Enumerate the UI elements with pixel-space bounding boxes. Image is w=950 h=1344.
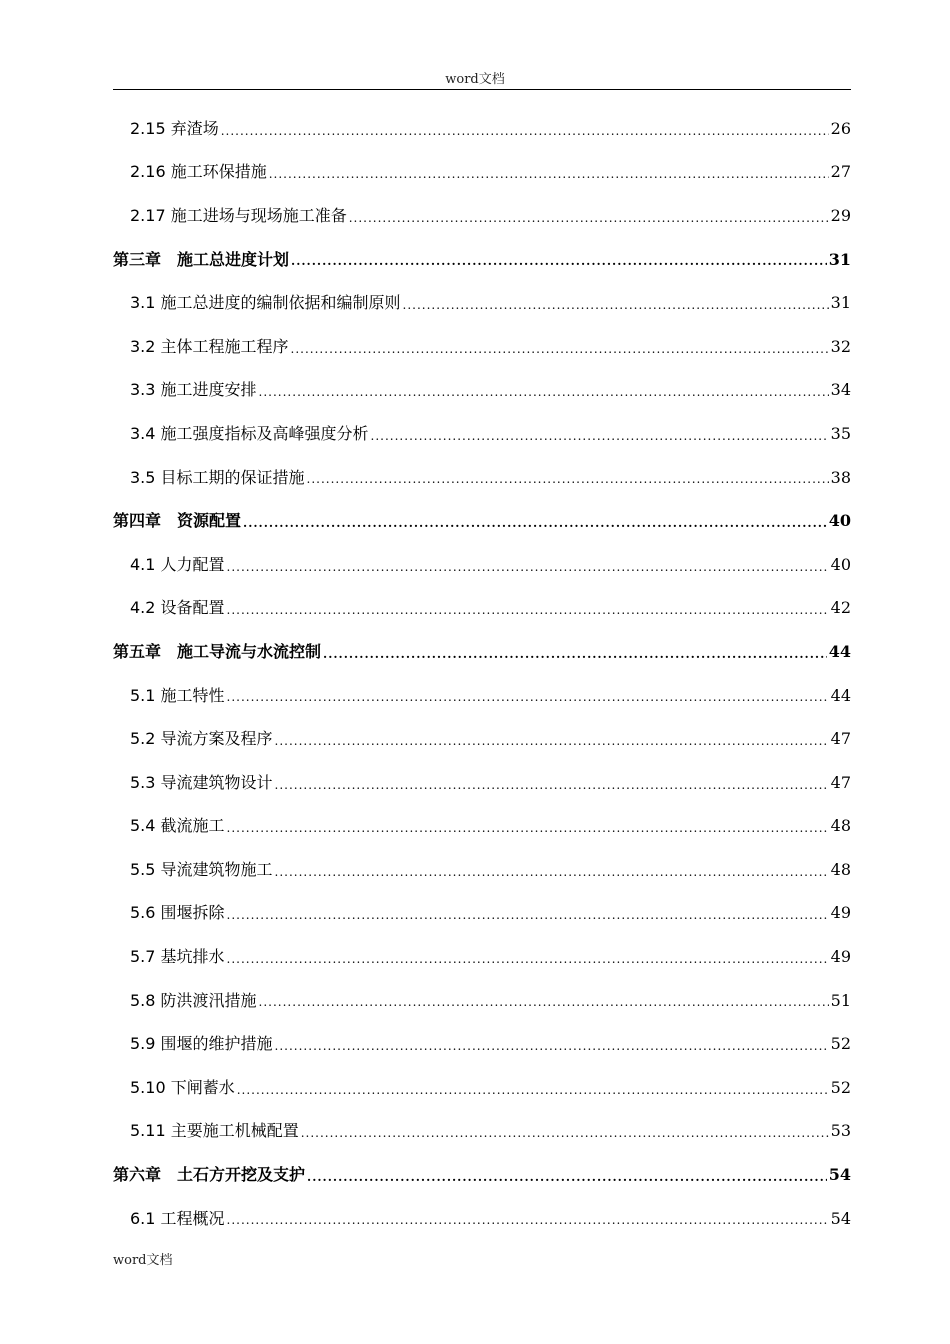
toc-page-number: 38 [830,467,851,487]
toc-page-number: 32 [830,336,851,356]
toc-page-number: 49 [830,903,851,923]
toc-entry-label: 第五章 施工导流与水流控制 [113,641,322,661]
toc-section-entry[interactable] [113,107,851,151]
toc-entry-label: 5.2 导流方案及程序 [130,729,273,749]
toc-chapter-entry[interactable] [113,238,851,282]
toc-page-number: 40 [830,554,851,574]
toc-page-number: 26 [830,118,851,138]
toc-dot-leader [307,472,829,499]
toc-dot-leader [291,342,829,369]
toc-section-entry[interactable] [113,543,851,587]
toc-section-entry[interactable] [113,587,851,631]
toc-dot-leader [301,1126,829,1153]
toc-dot-leader [227,603,829,630]
toc-section-entry[interactable] [113,1197,851,1241]
toc-dot-leader [275,734,829,761]
toc-page-number: 31 [830,293,851,313]
toc-entry-label: 6.1 工程概况 [130,1208,225,1228]
toc-entry-label: 2.17 施工进场与现场施工准备 [130,205,347,225]
toc-section-entry[interactable] [113,674,851,718]
toc-section-entry[interactable] [113,325,851,369]
toc-dot-leader [323,647,827,674]
toc-page-number: 52 [830,1034,851,1054]
toc-entry-label: 4.1 人力配置 [130,554,225,574]
toc-section-entry[interactable] [113,979,851,1023]
toc-page-number: 47 [830,729,851,749]
toc-page-number: 47 [830,772,851,792]
toc-chapter-entry[interactable] [113,1153,851,1197]
toc-entry-label: 3.4 施工强度指标及高峰强度分析 [130,423,369,443]
toc-section-entry[interactable] [113,369,851,413]
toc-dot-leader [269,167,829,194]
toc-page-number: 53 [830,1121,851,1141]
toc-entry-label: 5.1 施工特性 [130,685,225,705]
toc-section-entry[interactable] [113,761,851,805]
toc-entry-label: 第四章 资源配置 [113,511,242,531]
toc-entry-label: 3.1 施工总进度的编制依据和编制原则 [130,293,401,313]
table-of-contents [113,107,851,1240]
toc-entry-label: 4.2 设备配置 [130,598,225,618]
toc-page-number: 44 [830,685,851,705]
toc-entry-label: 3.5 目标工期的保证措施 [130,467,305,487]
toc-dot-leader [259,995,829,1022]
toc-entry-label: 3.2 主体工程施工程序 [130,336,289,356]
toc-dot-leader [275,1039,829,1066]
toc-section-entry[interactable] [113,805,851,849]
toc-section-entry[interactable] [113,717,851,761]
toc-page-number: 44 [828,641,851,661]
toc-entry-label: 5.7 基坑排水 [130,947,225,967]
toc-entry-label: 5.3 导流建筑物设计 [130,772,273,792]
toc-page-number: 48 [830,816,851,836]
toc-dot-leader [349,211,829,238]
header-divider [113,89,851,90]
toc-entry-label: 5.5 导流建筑物施工 [130,859,273,879]
toc-page-number: 27 [830,162,851,182]
toc-section-entry[interactable] [113,412,851,456]
toc-entry-label: 3.3 施工进度安排 [130,380,257,400]
toc-dot-leader [275,778,829,805]
toc-section-entry[interactable] [113,194,851,238]
toc-page-number: 48 [830,859,851,879]
toc-section-entry[interactable] [113,1110,851,1154]
toc-page-number: 52 [830,1077,851,1097]
toc-entry-label: 5.4 截流施工 [130,816,225,836]
toc-dot-leader [227,821,829,848]
toc-section-entry[interactable] [113,1022,851,1066]
toc-dot-leader [227,690,829,717]
toc-dot-leader [227,560,829,587]
toc-entry-label: 2.16 施工环保措施 [130,162,267,182]
toc-entry-label: 5.6 围堰拆除 [130,903,225,923]
toc-dot-leader [259,385,829,412]
toc-section-entry[interactable] [113,456,851,500]
toc-page-number: 54 [828,1165,851,1185]
toc-section-entry[interactable] [113,281,851,325]
toc-dot-leader [275,865,829,892]
toc-page-number: 51 [830,990,851,1010]
toc-page-number: 29 [830,205,851,225]
toc-dot-leader [371,429,829,456]
toc-section-entry[interactable] [113,151,851,195]
toc-page-number: 35 [830,423,851,443]
toc-dot-leader [403,298,829,325]
toc-entry-label: 2.15 弃渣场 [130,118,219,138]
toc-chapter-entry[interactable] [113,499,851,543]
toc-page-number: 31 [828,249,851,269]
toc-page-number: 42 [830,598,851,618]
toc-entry-label: 第六章 土石方开挖及支护 [113,1165,306,1185]
toc-entry-label: 5.8 防洪渡汛措施 [130,990,257,1010]
toc-chapter-entry[interactable] [113,630,851,674]
toc-dot-leader [237,1083,829,1110]
toc-entry-label: 5.9 围堰的维护措施 [130,1034,273,1054]
toc-page-number: 49 [830,947,851,967]
toc-entry-label: 5.10 下闸蓄水 [130,1077,235,1097]
toc-section-entry[interactable] [113,848,851,892]
page-header: word文档 [445,72,505,87]
toc-entry-label: 第三章 施工总进度计划 [113,249,290,269]
toc-section-entry[interactable] [113,935,851,979]
toc-dot-leader [227,1213,829,1240]
toc-dot-leader [291,254,827,281]
toc-page-number: 54 [830,1208,851,1228]
toc-entry-label: 5.11 主要施工机械配置 [130,1121,299,1141]
toc-page-number: 34 [830,380,851,400]
toc-dot-leader [307,1170,827,1197]
toc-dot-leader [243,516,827,543]
toc-section-entry[interactable] [113,1066,851,1110]
page-footer: word文档 [113,1253,173,1268]
toc-section-entry[interactable] [113,892,851,936]
toc-dot-leader [221,124,829,151]
toc-dot-leader [227,952,829,979]
toc-page-number: 40 [828,511,851,531]
toc-dot-leader [227,908,829,935]
